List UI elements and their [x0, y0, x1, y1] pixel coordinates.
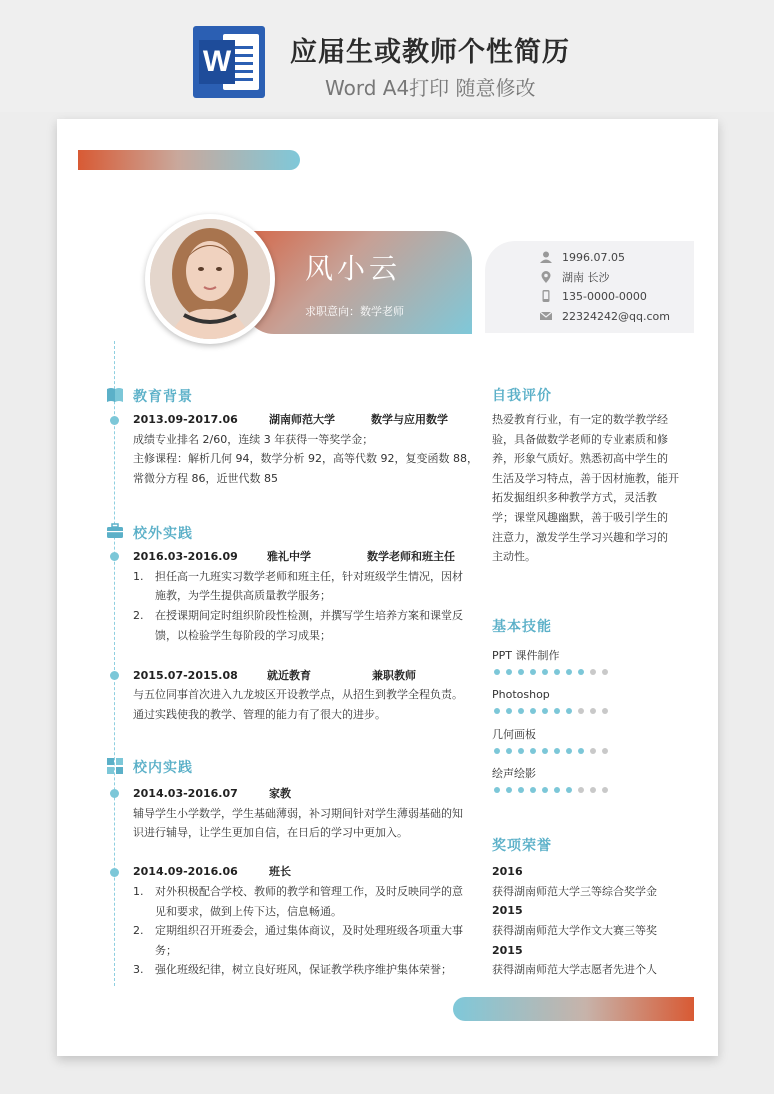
skill-dot — [566, 787, 572, 793]
skill-dot — [590, 669, 596, 675]
skill-dot — [602, 748, 608, 754]
section-title-campus: 校内实践 — [133, 760, 193, 776]
skill-dot — [566, 708, 572, 714]
skill-dot — [578, 669, 584, 675]
list-number: 2. — [133, 609, 144, 622]
timeline-line — [114, 341, 115, 986]
location-text: 湖南 长沙 — [562, 271, 610, 284]
grid-icon — [106, 758, 124, 774]
award-year: 2015 — [492, 904, 523, 917]
self-eval-line: 主动性。 — [492, 550, 536, 563]
contact-phone — [540, 287, 647, 305]
section-title-education: 教育背景 — [133, 389, 193, 405]
campus1-line: 辅导学生小学数学，学生基础薄弱，补习期间针对学生薄弱基础的知 — [133, 807, 463, 820]
skill-dot — [530, 748, 536, 754]
contact-location — [540, 268, 610, 286]
phone-icon — [540, 290, 552, 302]
self-eval-line: 生活及学习特点，善于因材施教，能开 — [492, 472, 679, 485]
skill-dot — [494, 748, 500, 754]
skill-dot — [602, 669, 608, 675]
section-title-self-eval: 自我评价 — [492, 388, 552, 404]
award-desc: 获得湖南师范大学三等综合奖学金 — [492, 885, 657, 898]
skill-dot — [530, 669, 536, 675]
skill-dot — [530, 787, 536, 793]
self-eval-line: 学；课堂风趣幽默，善于吸引学生的 — [492, 511, 668, 524]
edu-line: 常微分方程 86，近世代数 85 — [133, 472, 278, 485]
timeline-dot — [110, 416, 119, 425]
skill-dot — [578, 748, 584, 754]
skill-dot — [518, 669, 524, 675]
award-desc: 获得湖南师范大学作文大赛三等奖 — [492, 924, 657, 937]
mail-icon — [540, 310, 552, 322]
practice2-line: 与五位同事首次进入九龙坡区开设教学点，从招生到教学全程负责。 — [133, 688, 463, 701]
skill-dot — [590, 748, 596, 754]
skill-name: 几何画板 — [492, 728, 536, 741]
list-number: 1. — [133, 570, 144, 583]
skill-dot — [554, 748, 560, 754]
skill-dot — [602, 787, 608, 793]
skill-dot — [518, 787, 524, 793]
skill-dot — [554, 708, 560, 714]
skill-dot — [494, 669, 500, 675]
skill-dot — [590, 708, 596, 714]
list-item: 在授课期间定时组织阶段性检测，并撰写学生培养方案和课堂反 — [155, 609, 463, 622]
skill-level — [494, 669, 608, 675]
birth-date: 1996.07.05 — [562, 250, 625, 264]
list-number: 3. — [133, 963, 144, 976]
location-pin-icon — [540, 271, 552, 283]
skill-dot — [602, 708, 608, 714]
skill-dot — [542, 708, 548, 714]
list-item: 定期组织召开班委会，通过集体商议，及时处理班级各项重大事 — [155, 924, 463, 937]
decor-bar-top — [78, 150, 300, 170]
skill-dot — [566, 669, 572, 675]
self-eval-line: 拓发掘组织多种教学方式，灵活教 — [492, 491, 657, 504]
timeline-dot — [110, 552, 119, 561]
avatar-photo — [145, 214, 275, 344]
phone-text: 135-0000-0000 — [562, 289, 647, 303]
candidate-name: 风小云 — [305, 252, 402, 285]
campus1-role: 家教 — [269, 787, 291, 800]
section-title-skills: 基本技能 — [492, 619, 552, 635]
list-item: 馈，以检验学生每阶段的学习成果； — [155, 629, 331, 642]
word-logo-letter: W — [199, 40, 235, 84]
section-title-practice: 校外实践 — [133, 526, 193, 542]
practice2-line: 通过实践使我的教学、管理的能力有了很大的进步。 — [133, 708, 386, 721]
list-item: 施教，为学生提供高质量教学服务； — [155, 589, 331, 602]
award-year: 2016 — [492, 865, 523, 878]
edu-major: 数学与应用数学 — [371, 413, 448, 426]
skill-dot — [554, 787, 560, 793]
timeline-dot — [110, 868, 119, 877]
skill-dot — [542, 669, 548, 675]
resume-page — [57, 119, 718, 1056]
practice2-role: 兼职教师 — [372, 669, 416, 682]
skill-level — [494, 708, 608, 714]
self-eval-line: 注意力，激发学生学习兴趣和学习的 — [492, 531, 668, 544]
job-intent: 求职意向：数学老师 — [305, 305, 404, 318]
edu-line: 成绩专业排名 2/60，连续 3 年获得一等奖学金； — [133, 433, 374, 446]
list-item: 务； — [155, 944, 177, 957]
campus1-period: 2014.03-2016.07 — [133, 787, 238, 800]
list-item: 对外积极配合学校、教师的教学和管理工作，及时反映同学的意 — [155, 885, 463, 898]
person-icon — [540, 251, 552, 263]
contact-birth — [540, 248, 625, 266]
briefcase-icon — [106, 523, 124, 539]
skill-dot — [566, 748, 572, 754]
header-banner — [0, 0, 774, 112]
practice1-org: 雅礼中学 — [267, 550, 311, 563]
skill-dot — [518, 748, 524, 754]
award-year: 2015 — [492, 944, 523, 957]
list-number: 2. — [133, 924, 144, 937]
skill-dot — [554, 669, 560, 675]
skill-dot — [590, 787, 596, 793]
skill-name: PPT 课件制作 — [492, 649, 560, 662]
skill-dot — [578, 787, 584, 793]
skill-dot — [518, 708, 524, 714]
banner-subtitle: Word A4打印 随意修改 — [325, 76, 536, 100]
practice1-role: 数学老师和班主任 — [367, 550, 455, 563]
skill-level — [494, 748, 608, 754]
banner-title: 应届生或教师个性简历 — [290, 37, 570, 68]
timeline-dot — [110, 671, 119, 680]
list-number: 1. — [133, 885, 144, 898]
skill-dot — [494, 787, 500, 793]
edu-school: 湖南师范大学 — [269, 413, 335, 426]
skill-dot — [578, 708, 584, 714]
skill-dot — [506, 708, 512, 714]
skill-dot — [506, 787, 512, 793]
skill-dot — [530, 708, 536, 714]
skill-dot — [542, 787, 548, 793]
skill-name: Photoshop — [492, 688, 550, 701]
email-text: 22324242@qq.com — [562, 309, 670, 323]
timeline-dot — [110, 789, 119, 798]
campus2-period: 2014.09-2016.06 — [133, 865, 238, 878]
list-item: 见和要求，做到上传下达，信息畅通。 — [155, 905, 342, 918]
award-desc: 获得湖南师范大学志愿者先进个人 — [492, 963, 657, 976]
skill-dot — [542, 748, 548, 754]
self-eval-line: 养，形象气质好。熟悉初高中学生的 — [492, 452, 668, 465]
practice2-org: 就近教育 — [267, 669, 311, 682]
campus1-line: 识进行辅导，让学生更加自信，在日后的学习中更加入。 — [133, 826, 408, 839]
contact-email — [540, 307, 670, 325]
list-item: 强化班级纪律，树立良好班风，保证教学秩序维护集体荣誉； — [155, 963, 452, 976]
book-icon — [106, 387, 124, 403]
skill-dot — [506, 748, 512, 754]
campus2-role: 班长 — [269, 865, 291, 878]
decor-bar-bottom — [453, 997, 694, 1021]
section-title-awards: 奖项荣誉 — [492, 838, 552, 854]
word-icon — [193, 26, 265, 98]
skill-dot — [506, 669, 512, 675]
skill-name: 绘声绘影 — [492, 767, 536, 780]
self-eval-line: 验，具备做数学老师的专业素质和修 — [492, 433, 668, 446]
edu-line: 主修课程：解析几何 94，数学分析 92，高等代数 92，复变函数 88， — [133, 452, 478, 465]
practice1-period: 2016.03-2016.09 — [133, 550, 238, 563]
skill-dot — [494, 708, 500, 714]
edu-period: 2013.09-2017.06 — [133, 413, 238, 426]
skill-level — [494, 787, 608, 793]
self-eval-line: 热爱教育行业，有一定的数学教学经 — [492, 413, 668, 426]
practice2-period: 2015.07-2015.08 — [133, 669, 238, 682]
list-item: 担任高一九班实习数学老师和班主任，针对班级学生情况，因材 — [155, 570, 463, 583]
